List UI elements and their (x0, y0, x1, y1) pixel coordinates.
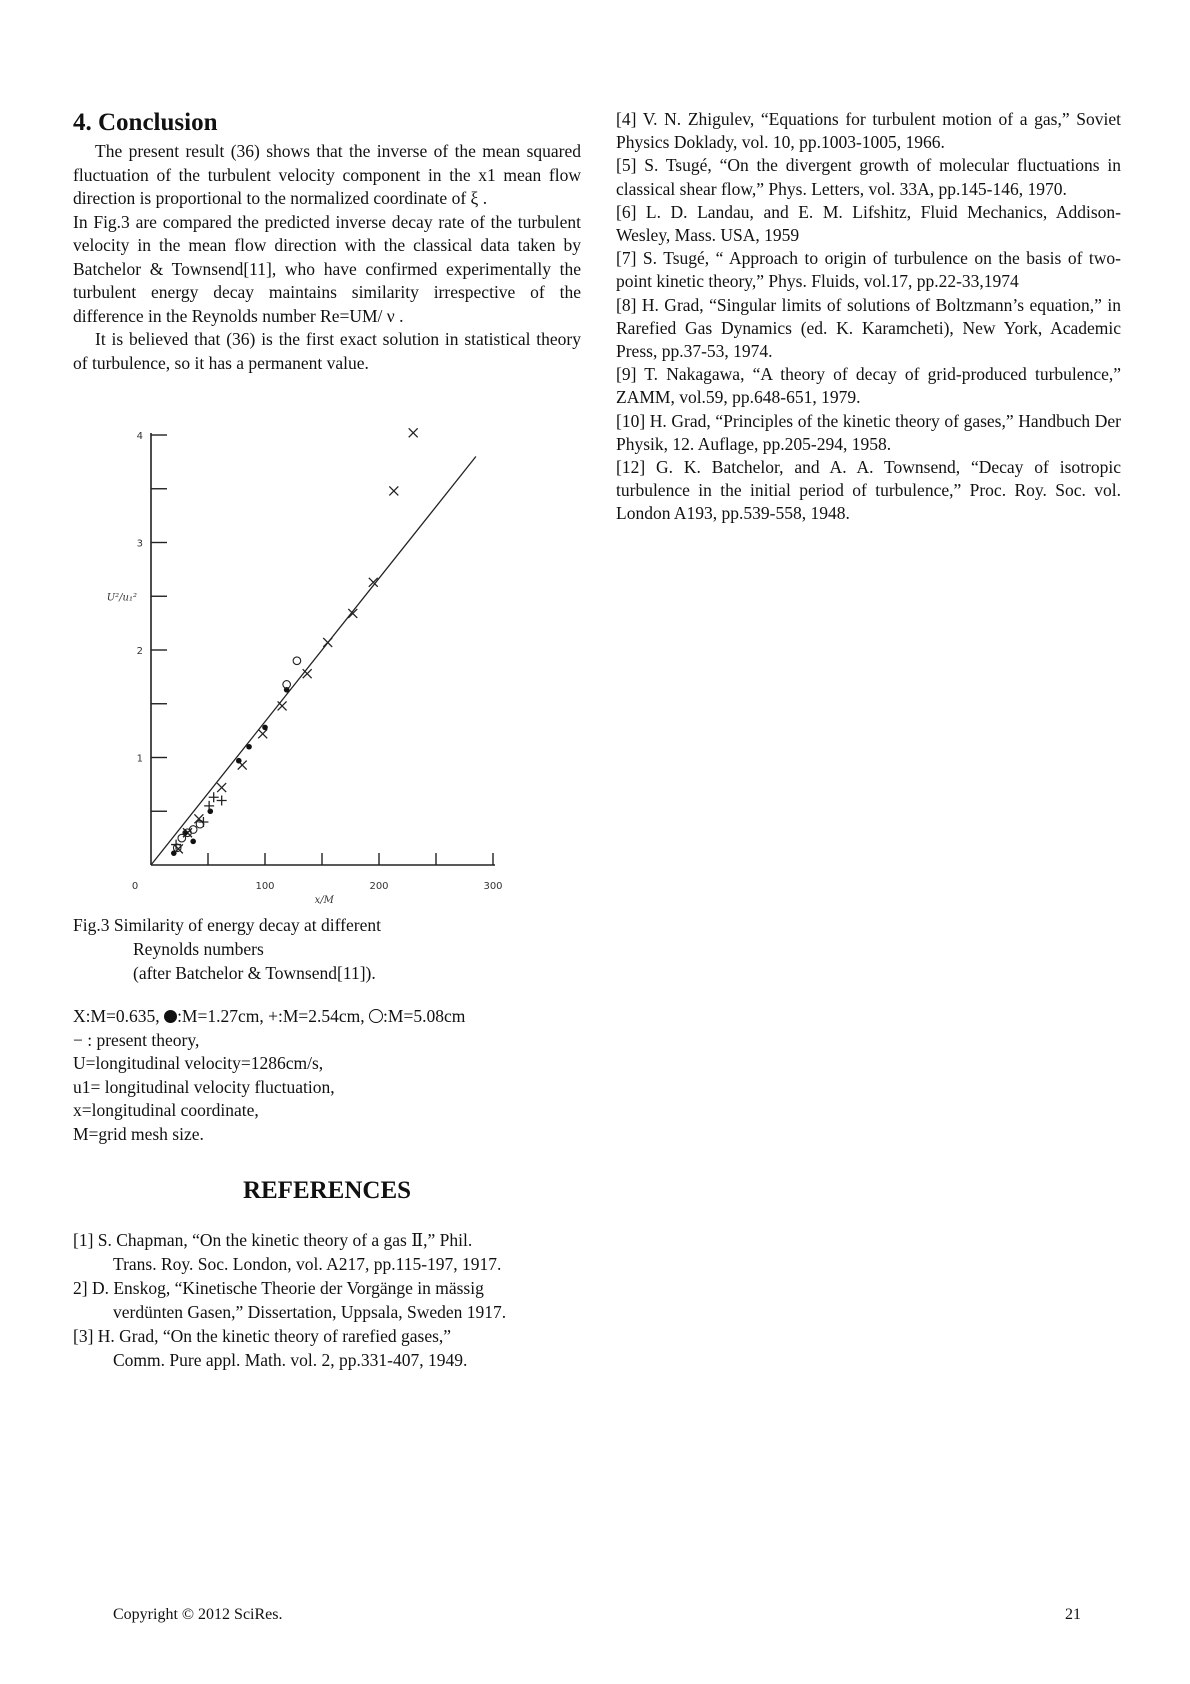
reference-1 (73, 1228, 581, 1276)
caption-line-2: Reynolds numbers (133, 939, 264, 959)
figure-caption (73, 913, 581, 985)
reference-2-line-1: 2] D. Enskog, “Kinetische Theorie der Vorgänge in mässig (73, 1278, 484, 1298)
x-tick-label: 0 (131, 881, 139, 892)
legend-circle: :M=5.08cm (383, 1006, 466, 1026)
caption-line-1: Fig.3 Similarity of energy decay at different (73, 915, 381, 935)
x-marker (278, 701, 287, 710)
footer-copyright: Copyright © 2012 SciRes. (113, 1606, 283, 1623)
y-tick-label: 3 (136, 538, 143, 550)
references-heading: REFERENCES (242, 1177, 412, 1204)
dot-marker (236, 758, 242, 764)
reference-8: [8] H. Grad, “Singular limits of solutions of Boltzmann’s equation,” in Rarefied Gas Dynamics (ed. K. Karamcheti), New York, Academic Press, pp.37-53, 1974. (616, 294, 1121, 362)
section-heading: 4. Conclusion (73, 109, 218, 136)
energy-decay-chart (73, 393, 581, 913)
x-marker (258, 729, 267, 738)
y-tick-label: 2 (136, 646, 143, 657)
figure-legend (73, 1005, 581, 1146)
circle-marker (293, 657, 301, 665)
reference-9: [9] T. Nakagawa, “A theory of decay of grid-produced turbulence,” ZAMM, vol.59, pp.648-651, 1979. (616, 364, 1121, 408)
theory-line (151, 457, 476, 866)
y-axis-label: U²/u₁² (106, 592, 137, 604)
reference-1-line-1: [1] S. Chapman, “On the kinetic theory of a gas Ⅱ,” Phil. (73, 1230, 473, 1250)
paragraph-1: The present result (36) shows that the inverse of the mean squared fluctuation of the turbulent velocity component in the x1 mean flow direction is proportional to the normalized coordinate of ξ . (73, 141, 581, 208)
reference-7: [7] S. Tsugé, “ Approach to origin of turbulence on the basis of two-point kinetic theory,” Phys. Fluids, vol.17, pp.22-33,1974 (616, 248, 1121, 292)
legend-x: X:M=0.635, (73, 1006, 165, 1026)
reference-4: [4] V. N. Zhigulev, “Equations for turbulent motion of a gas,” Soviet Physics Doklady, vol. 10, pp.1003-1005, 1966. (616, 109, 1121, 153)
y-tick-label: 4 (136, 431, 143, 442)
open-circle-icon (369, 1009, 383, 1023)
legend-x-coord: x=longitudinal coordinate, (73, 1100, 259, 1120)
reference-3 (73, 1324, 581, 1372)
x-marker (217, 783, 226, 792)
y-tick-label: 1 (136, 753, 143, 765)
legend-U: U=longitudinal velocity=1286cm/s, (73, 1053, 324, 1073)
figure-3 (73, 393, 581, 913)
plus-marker (204, 801, 214, 811)
reference-3-line-1: [3] H. Grad, “On the kinetic theory of rarefied gases,” (73, 1326, 452, 1346)
reference-1-line-2: Trans. Roy. Soc. London, vol. A217, pp.115-197, 1917. (113, 1254, 502, 1274)
paragraph-3: It is believed that (36) is the first exact solution in statistical theory of turbulence, so it has a permanent value. (73, 329, 581, 373)
dot-marker (190, 839, 196, 845)
filled-dot-icon (164, 1010, 177, 1023)
reference-2 (73, 1276, 581, 1324)
x-axis-label: x/M (314, 895, 334, 906)
legend-theory: − : present theory, (73, 1029, 200, 1050)
page-number: 21 (1065, 1606, 1081, 1623)
dot-marker (207, 808, 213, 814)
reference-10: [10] H. Grad, “Principles of the kinetic theory of gases,” Handbuch Der Physik, 12. Auflage, pp.205-294, 1958. (616, 410, 1121, 454)
reference-12: [12] G. K. Batchelor, and A. A. Townsend, “Decay of isotropic turbulence in the initial period of turbulence,” Proc. Roy. Soc. vol. London A193, pp.539-558, 1948. (616, 457, 1121, 524)
reference-5: [5] S. Tsugé, “On the divergent growth of molecular fluctuations in classical shear flow,” Phys. Letters, vol. 33A, pp.145-146, 1970. (616, 155, 1121, 199)
paragraph-2: In Fig.3 are compared the predicted inverse decay rate of the turbulent velocity in the mean flow direction with the classical data taken by Batchelor & Townsend[11], who have confirmed experimentally the turbulent energy decay maintains similarity irrespective of the difference in the Reynolds number Re=UM/ ν . (73, 211, 581, 326)
legend-dot: :M=1.27cm, +:M=2.54cm, (177, 1006, 370, 1026)
x-marker (409, 428, 418, 437)
legend-M: M=grid mesh size. (73, 1123, 204, 1144)
x-marker (389, 486, 398, 495)
x-tick-label: 300 (483, 881, 503, 892)
caption-line-3: (after Batchelor & Townsend[11]). (133, 963, 376, 983)
legend-u1: u1= longitudinal velocity fluctuation, (73, 1076, 335, 1097)
x-marker (323, 638, 332, 647)
reference-2-line-2: verdünten Gasen,” Dissertation, Uppsala, Sweden 1917. (113, 1302, 507, 1322)
x-tick-label: 100 (255, 881, 275, 892)
legend-markers (73, 1005, 581, 1029)
dot-marker (262, 725, 268, 731)
reference-3-line-2: Comm. Pure appl. Math. vol. 2, pp.331-407, 1949. (113, 1350, 468, 1370)
dot-marker (246, 744, 252, 750)
x-marker (303, 669, 312, 678)
x-tick-label: 200 (369, 881, 389, 892)
right-column (616, 108, 1121, 526)
reference-6: [6] L. D. Landau, and E. M. Lifshitz, Fluid Mechanics, Addison-Wesley, Mass. USA, 1959 (616, 201, 1121, 246)
left-column (73, 108, 581, 1372)
